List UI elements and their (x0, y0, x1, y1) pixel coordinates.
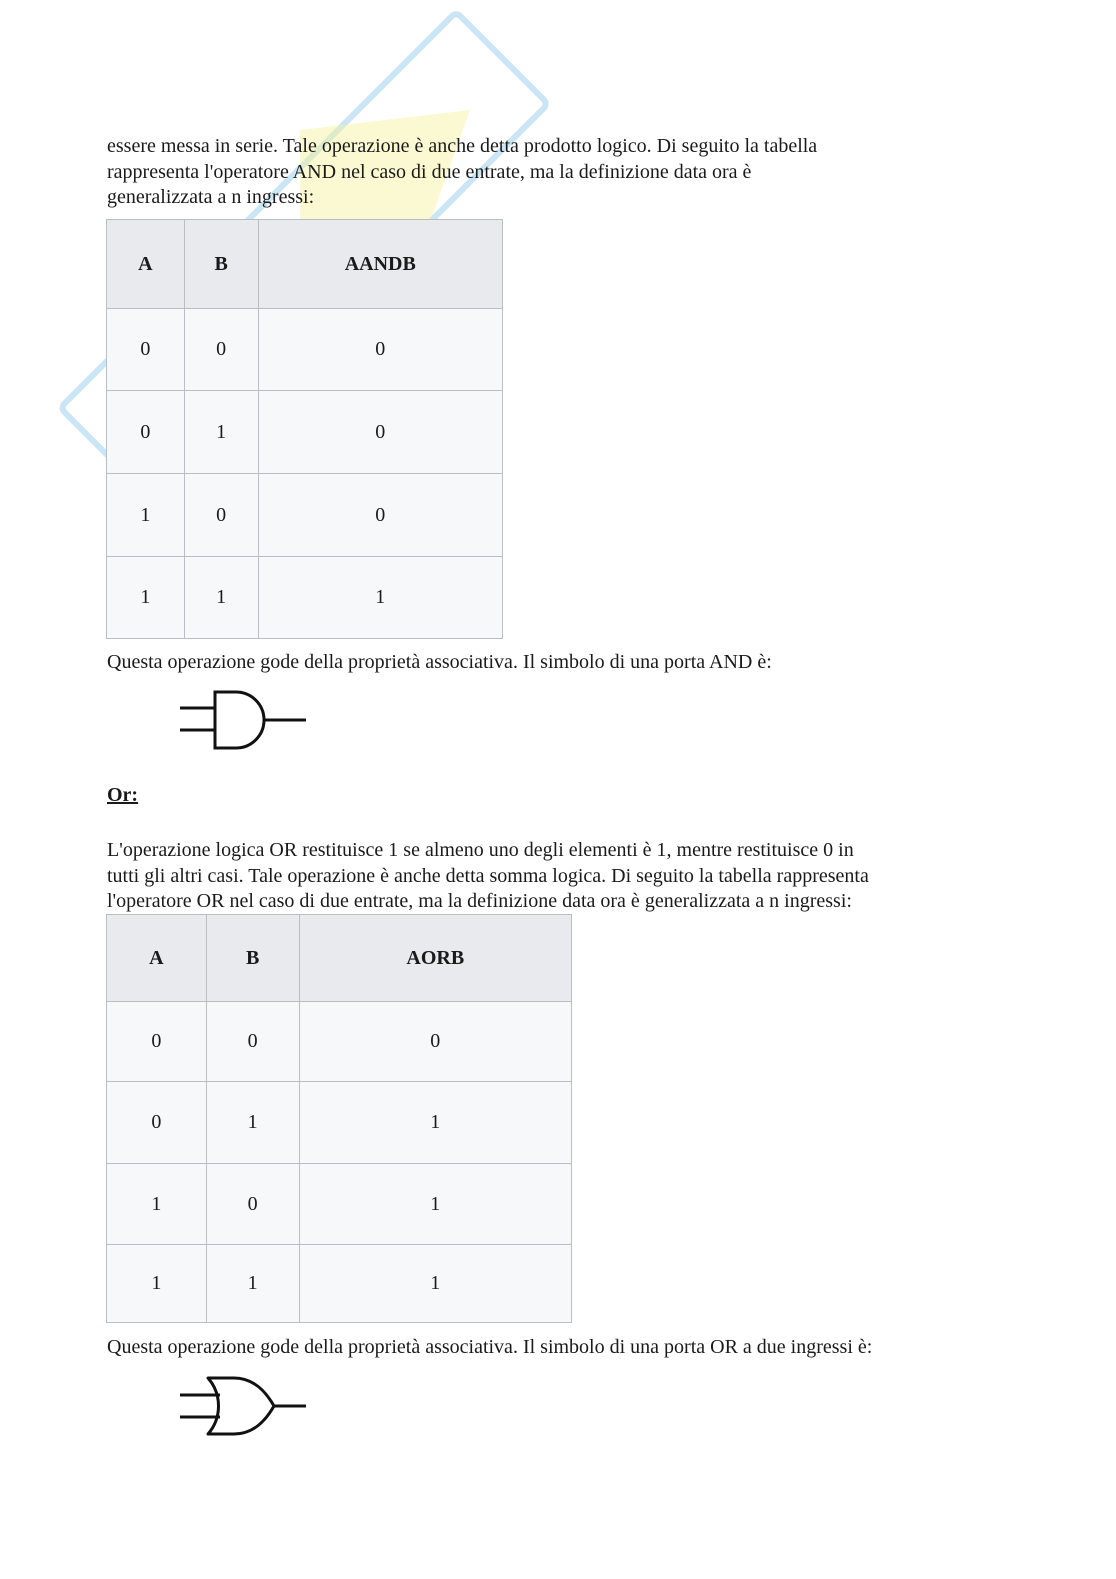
or-header-result: AORB (299, 915, 571, 1002)
or-truth-table (106, 914, 572, 1323)
and-header-a: A (107, 220, 185, 309)
table-cell: 1 (258, 557, 502, 639)
and-header-result: AANDB (258, 220, 502, 309)
table-row (107, 1082, 572, 1164)
or-gate-icon (178, 1374, 308, 1438)
and-gate-icon (178, 688, 308, 752)
table-cell: 0 (206, 1164, 299, 1245)
table-cell: 0 (107, 309, 185, 391)
table-cell: 1 (206, 1245, 299, 1323)
table-cell: 1 (184, 557, 258, 639)
table-row (107, 1245, 572, 1323)
and-note: Questa operazione gode della proprietà associativa. Il simbolo di una porta AND è: (107, 651, 772, 673)
table-row (107, 1002, 572, 1082)
table-cell: 1 (107, 474, 185, 557)
and-intro-line-2: rappresenta l'operatore AND nel caso di due entrate, ma la definizione data ora è (107, 160, 752, 183)
table-cell: 1 (299, 1245, 571, 1323)
table-row (107, 474, 503, 557)
table-cell: 0 (258, 391, 502, 474)
table-cell: 0 (184, 309, 258, 391)
table-cell: 0 (299, 1002, 571, 1082)
table-cell: 1 (107, 1164, 207, 1245)
table-cell: 1 (107, 557, 185, 639)
and-intro-line-1: essere messa in serie. Tale operazione è anche detta prodotto logico. Di seguito la tabella (107, 135, 818, 157)
table-cell: 1 (107, 1245, 207, 1323)
table-cell: 0 (107, 1082, 207, 1164)
and-intro-line-3: generalizzata a n ingressi: (107, 186, 315, 208)
table-row (107, 557, 503, 639)
or-intro-line-2: tutti gli altri casi. Tale operazione è anche detta somma logica. Di seguito la tabella rappresenta (107, 864, 869, 887)
table-cell: 0 (107, 1002, 207, 1082)
table-cell: 0 (206, 1002, 299, 1082)
table-cell: 1 (206, 1082, 299, 1164)
or-header-a: A (107, 915, 207, 1002)
and-truth-table (106, 219, 503, 639)
or-header-b: B (206, 915, 299, 1002)
or-table-header-row (107, 915, 572, 1002)
or-intro-line-1: L'operazione logica OR restituisce 1 se almeno uno degli elementi è 1, mentre restituisce 0 in (107, 839, 854, 861)
or-heading: Or: (107, 784, 139, 806)
or-intro-line-3: l'operatore OR nel caso di due entrate, ma la definizione data ora è generalizzata a n ingressi: (107, 890, 852, 912)
table-cell: 1 (299, 1082, 571, 1164)
table-cell: 1 (299, 1164, 571, 1245)
table-row (107, 309, 503, 391)
and-table-header-row (107, 220, 503, 309)
or-note: Questa operazione gode della proprietà associativa. Il simbolo di una porta OR a due ingressi è: (107, 1336, 873, 1358)
table-row (107, 391, 503, 474)
table-cell: 0 (258, 309, 502, 391)
and-header-b: B (184, 220, 258, 309)
table-cell: 0 (184, 474, 258, 557)
table-cell: 0 (258, 474, 502, 557)
table-row (107, 1164, 572, 1245)
table-cell: 1 (184, 391, 258, 474)
table-cell: 0 (107, 391, 185, 474)
